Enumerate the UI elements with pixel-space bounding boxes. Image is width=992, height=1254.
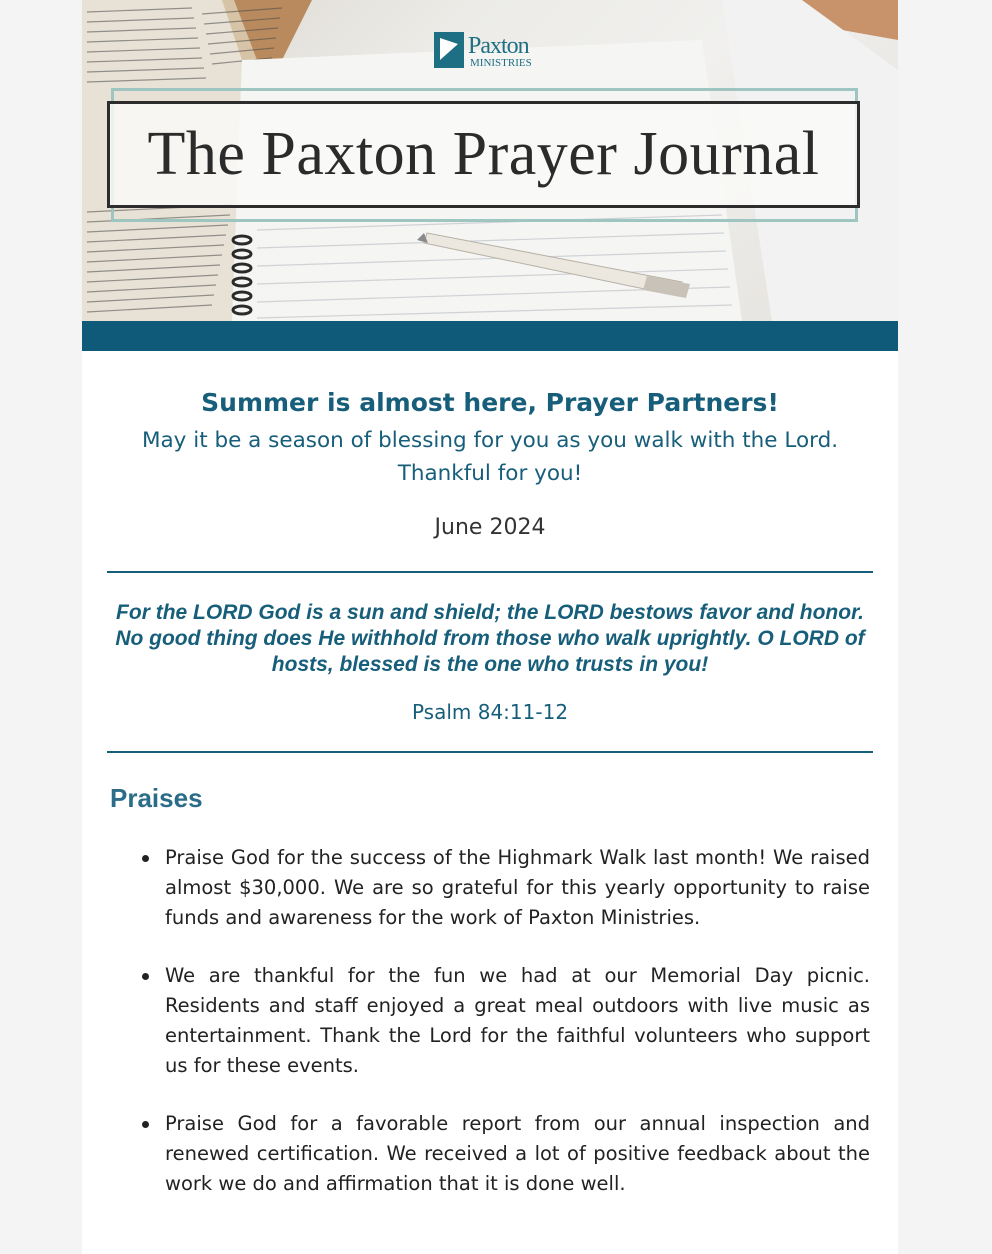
paxton-logo-mark-icon xyxy=(434,30,464,70)
greeting-subline: May it be a season of blessing for you as you walk with the Lord. Thankful for you! xyxy=(141,428,839,486)
header-image xyxy=(82,0,898,321)
issue-date: June 2024 xyxy=(434,515,546,540)
title-banner xyxy=(107,101,860,208)
praises-list xyxy=(140,843,870,1227)
bullet-icon xyxy=(142,973,149,980)
logo-subtitle: MINISTRIES xyxy=(470,57,532,69)
praise-text: Praise God for a favorable report from our annual inspection and renewed certification. We received a lot of positive feedback about the work we do and affirmation that it is done well. xyxy=(165,1112,870,1195)
praise-text: We are thankful for the fun we had at our Memorial Day picnic. Residents and staff enjoyed a great meal outdoors with live music as entertainment. Thank the Lord for the faithful volunteers who support us for these events. xyxy=(165,964,870,1077)
paxton-logo xyxy=(434,30,554,74)
logo-name: Paxton xyxy=(468,33,529,59)
bullet-icon xyxy=(142,855,149,862)
header-accent-bar xyxy=(82,321,898,351)
divider xyxy=(107,571,873,573)
list-item xyxy=(140,961,870,1081)
divider xyxy=(107,751,873,753)
bullet-icon xyxy=(142,1121,149,1128)
greeting-headline: Summer is almost here, Prayer Partners! xyxy=(201,388,779,417)
scripture-reference: Psalm 84:11-12 xyxy=(411,700,569,724)
newsletter-sheet xyxy=(82,0,898,1254)
praise-text: Praise God for the success of the Highmark Walk last month! We raised almost $30,000. We are so grateful for this yearly opportunity to raise funds and awareness for the work of Paxton Ministries. xyxy=(165,846,870,929)
list-item xyxy=(140,843,870,933)
list-item xyxy=(140,1109,870,1199)
journal-title: The Paxton Prayer Journal xyxy=(147,120,820,188)
praises-heading: Praises xyxy=(110,783,203,813)
scripture-verse: For the LORD God is a sun and shield; the LORD bestows favor and honor. No good thing does He withhold from those who walk uprightly. O LORD of hosts, blessed is the one who trusts in you! xyxy=(115,601,865,676)
